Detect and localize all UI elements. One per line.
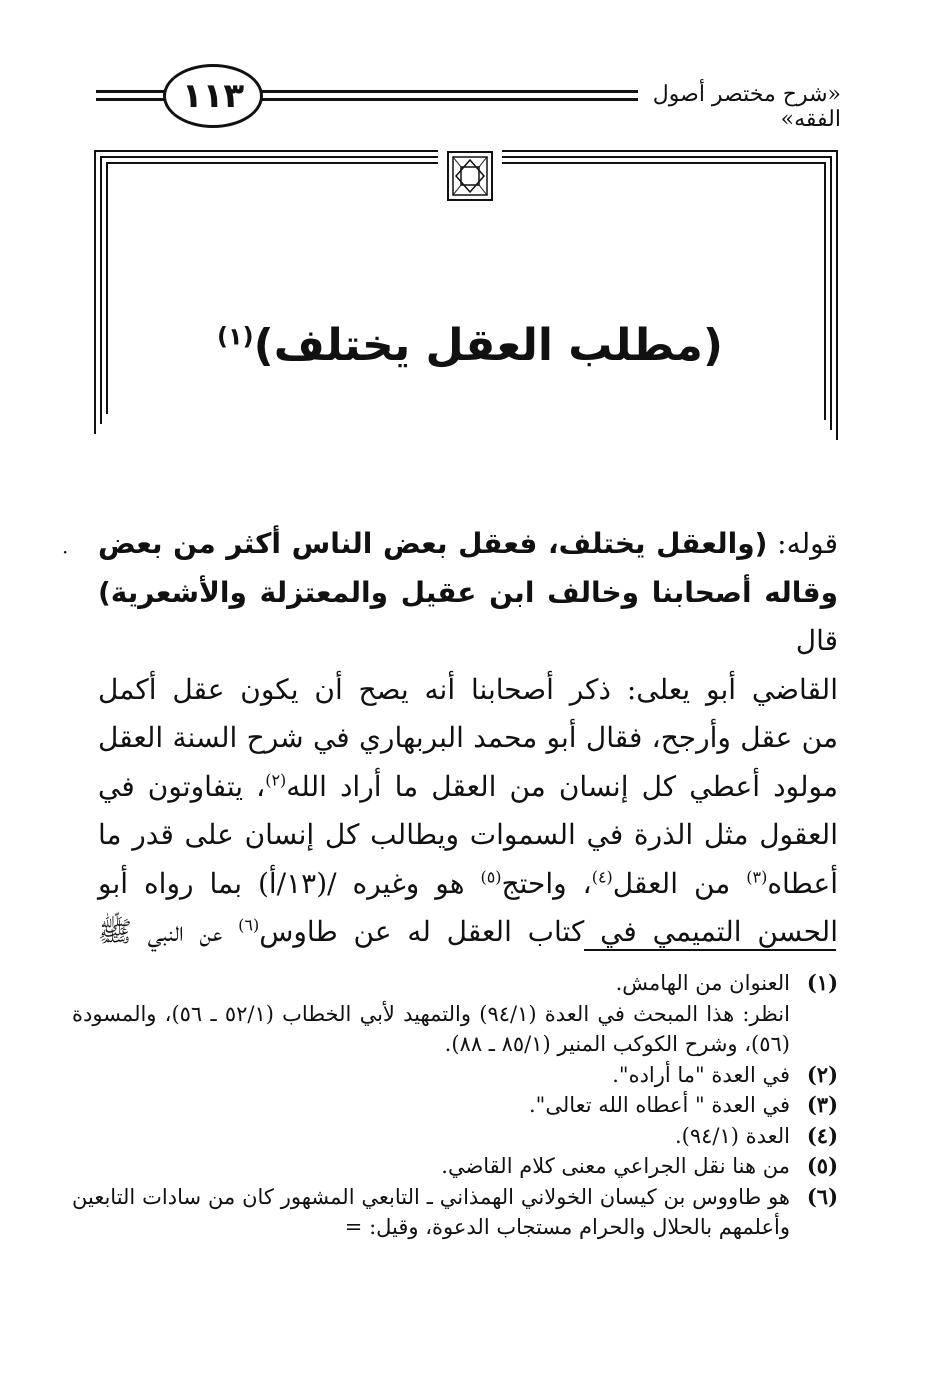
header-rule-right-2 (258, 98, 638, 101)
body-text-span: أعطاه (767, 866, 838, 900)
body-text-span: هو وغيره /(١٣/أ) بما رواه أبو (98, 866, 481, 900)
frame-top-left-mid (100, 156, 438, 158)
quoted-text: وقاله أصحابنا وخالف ابن عقيل والمعتزلة والأشعرية) (98, 575, 838, 609)
frame-right-inner (824, 162, 826, 420)
chapter-title-text: (مطلب العقل يختلف) (253, 320, 724, 371)
footnote-text: العنوان من الهامش. (615, 971, 790, 995)
body-line (98, 666, 838, 715)
body-text-span: عن النبي ﷺ (98, 915, 239, 948)
body-line (98, 811, 838, 860)
body-line (98, 714, 838, 763)
footnote-number: (١) (806, 970, 838, 995)
footnote-number: (٦) (806, 1183, 838, 1209)
body-text-span: الحسن التميمي في كتاب العقل له عن طاوس (259, 915, 838, 948)
footnote-rule (584, 949, 836, 951)
frame-top-right-mid (502, 156, 832, 158)
footnote-item (72, 1182, 838, 1243)
frame-top-right-outer (502, 150, 838, 152)
frame-left-outer (94, 150, 96, 434)
frame-top-right-inner (502, 162, 826, 164)
frame-left-inner (106, 162, 108, 414)
body-line (98, 520, 838, 569)
footnote-text: في العدة "ما أراده". (612, 1062, 790, 1087)
header-rule-left (96, 90, 168, 93)
body-text-span: قال (795, 624, 838, 657)
header-rule-right (258, 90, 638, 93)
body-text-span: مولود أعطي كل إنسان من العقل ما أراد الله (286, 769, 838, 803)
footnote-ref: (٣) (746, 867, 768, 887)
footnote-text: في العدة " أعطاه الله تعالى". (528, 1093, 790, 1117)
body-line (98, 763, 838, 812)
body-text-span: قوله: (767, 527, 838, 560)
footnote-ref: (٤) (591, 867, 613, 887)
running-title: «شرح مختصر أصول الفقه» (652, 82, 841, 132)
chapter-footnote-ref: (١) (216, 322, 254, 351)
header-rule-left-2 (96, 98, 168, 101)
footnote-text: من هنا نقل الجراعي معنى كلام القاضي. (441, 1154, 790, 1178)
footnote-ref: (٢) (265, 770, 287, 790)
margin-mark: · (62, 540, 69, 564)
footnote-item (72, 1151, 838, 1182)
frame-top-left-outer (94, 150, 438, 152)
body-text-span: من العقل (612, 866, 747, 900)
body-text-span: من عقل وأرجح، فقال أبو محمد البربهاري في شرح السنة العقل (98, 721, 838, 754)
chapter-title (140, 320, 800, 371)
frame-right-outer (836, 150, 838, 440)
footnote-item (72, 1090, 838, 1121)
body-text-span: ، واحتج (501, 866, 592, 900)
body-text-span: القاضي أبو يعلى: ذكر أصحابنا أنه يصح أن يكون عقل أكمل (98, 672, 838, 706)
frame-right-mid (830, 156, 832, 430)
footnote-text: هو طاووس بن كيسان الخولاني الهمذاني ـ التابعي المشهور كان من سادات التابعين وأعلمهم بالحلال والحرام مستجاب الدعوة، وقيل: = (72, 1184, 790, 1239)
ornament-icon (446, 150, 494, 202)
quoted-text: (والعقل يختلف، فعقل بعض الناس أكثر من بعض (98, 527, 768, 560)
footnote-number: (٢) (806, 1061, 838, 1087)
footnote-number: (٣) (806, 1092, 838, 1117)
footnote-ref: (٦) (238, 915, 260, 935)
body-text-span: العقول مثل الذرة في السموات ويطالب كل إنسان على قدر ما (98, 818, 838, 851)
footnote-item (72, 1060, 838, 1091)
footnote-text: العدة (٩٤/١). (674, 1123, 790, 1148)
frame-left-mid (100, 156, 102, 424)
body-text-span: ، يتفاوتون في (98, 769, 266, 803)
footnotes (72, 968, 838, 1243)
footnote-item (72, 1121, 838, 1152)
page-number: ١١٣ (163, 64, 263, 128)
body-line (98, 860, 838, 909)
frame-top-left-inner (106, 162, 438, 164)
footnote-number: (٥) (806, 1153, 838, 1178)
body-text (98, 520, 838, 957)
footnote-continuation: انظر: هذا المبحث في العدة (٩٤/١) والتمهيد لأبي الخطاب (٥٢/١ ـ ٥٦)، والمسودة (٥٦)، وشرح الكوكب المنير (٨٥/١ ـ ٨٨). (72, 1001, 790, 1056)
page-header (0, 0, 941, 140)
body-line (98, 569, 838, 666)
footnote-ref: (٥) (480, 867, 502, 887)
footnote-number: (٤) (806, 1122, 838, 1148)
footnote-item (72, 968, 838, 999)
